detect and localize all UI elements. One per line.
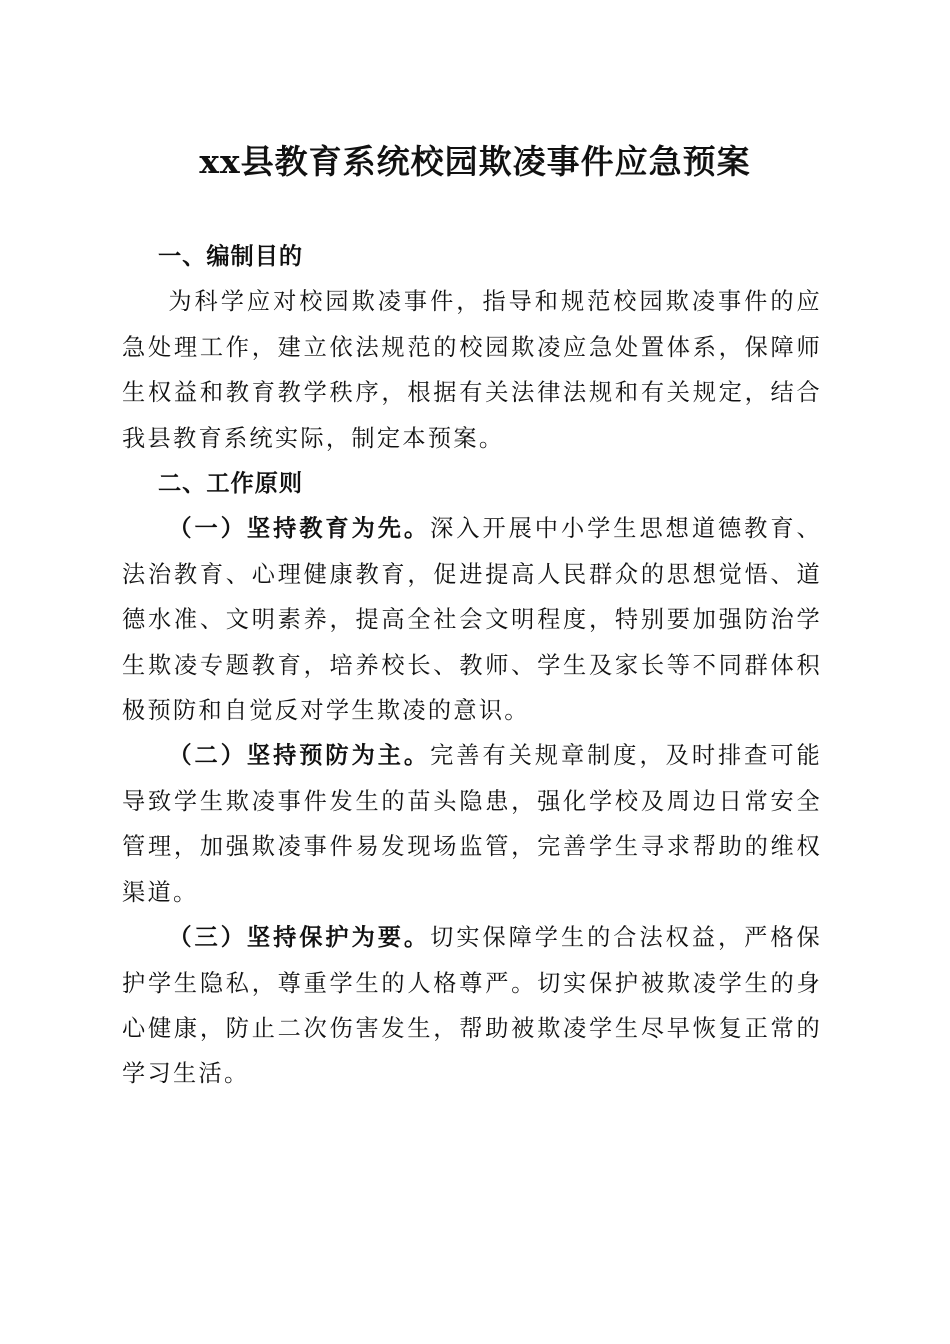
paragraph-lead: （三）坚持保护为要。 xyxy=(168,924,431,952)
paragraph xyxy=(122,733,822,915)
document-body xyxy=(122,234,822,1097)
paragraph-text: 为科学应对校园欺凌事件，指导和规范校园欺凌事件的应急处理工作，建立依法规范的校园欺凌应急处置体系，保障师生权益和教育教学秩序，根据有关法律法规和有关规定，结合我县教育系统实际，制定本预案。 xyxy=(122,288,822,452)
paragraph-text: 深入开展中小学生思想道德教育、法治教育、心理健康教育，促进提高人民群众的思想觉悟、道德水准、文明素养，提高全社会文明程度，特别要加强防治学生欺凌专题教育，培养校长、教师、学生及家长等不同群体积极预防和自觉反对学生欺凌的意识。 xyxy=(122,515,822,725)
section-heading: 二、工作原则 xyxy=(158,470,304,498)
paragraph-text: 切实保障学生的合法权益，严格保护学生隐私，尊重学生的人格尊严。切实保护被欺凌学生的身心健康，防止二次伤害发生，帮助被欺凌学生尽早恢复正常的学习生活。 xyxy=(122,924,822,1088)
document-title: xx县教育系统校园欺凌事件应急预案 xyxy=(199,142,751,181)
section-heading: 一、编制目的 xyxy=(158,243,304,270)
paragraph-lead: （一）坚持教育为先。 xyxy=(168,515,431,543)
paragraph-text: 完善有关规章制度，及时排查可能导致学生欺凌事件发生的苗头隐患，强化学校及周边日常安全管理，加强欺凌事件易发现场监管，完善学生寻求帮助的维权渠道。 xyxy=(122,742,822,906)
paragraph xyxy=(122,506,822,733)
paragraph xyxy=(122,279,822,461)
section-principles xyxy=(122,461,822,1097)
paragraph xyxy=(122,915,822,1097)
paragraph-lead: （二）坚持预防为主。 xyxy=(168,742,431,770)
section-purpose xyxy=(122,234,822,461)
